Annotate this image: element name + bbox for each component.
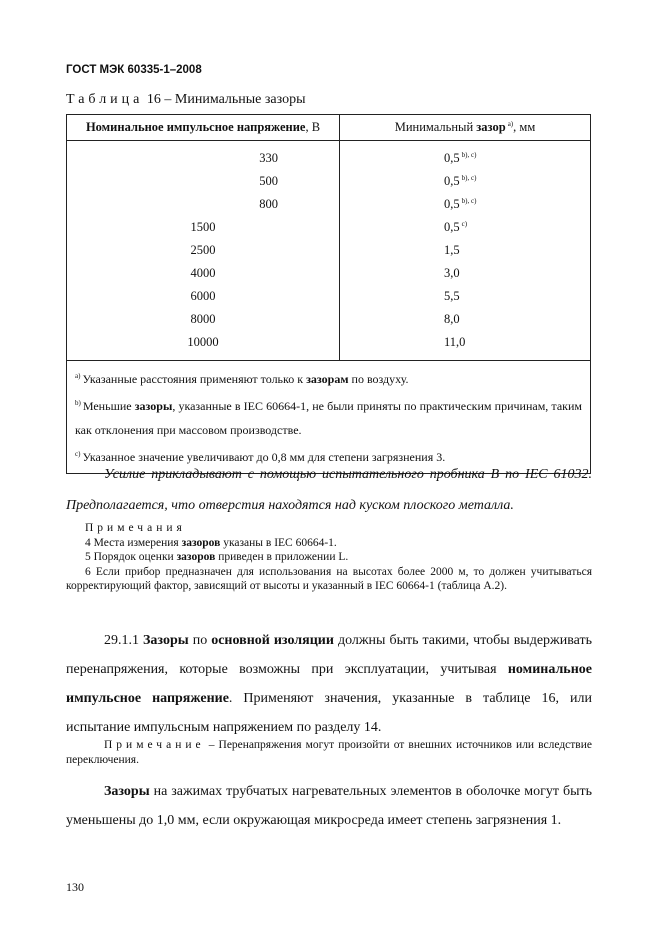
clearance-cell: 5,5 — [340, 285, 591, 308]
table-row — [67, 262, 591, 285]
table-row — [67, 308, 591, 331]
table-caption — [66, 92, 306, 108]
voltage-cell: 10000 — [67, 331, 340, 361]
italic-paragraph: Усилие прикладывают с помощью испытательного пробника B по IEC 61032. Предполагается, что отверстия находятся над куском плоского металла. — [66, 467, 592, 513]
clearance-cell: 0,5 $^{b), c)}$ — [340, 141, 591, 171]
footnote-b: $^{b)}$ Меньшие зазоры, указанные в IEC 60664-1, не были приняты по практическим причинам, таким как отклонения при массовом производстве. — [75, 399, 582, 437]
note-4: 4 Места измерения зазоров указаны в IEC 60664-1. — [85, 536, 337, 549]
voltage-cell: 800 — [67, 193, 340, 216]
voltage-cell: 500 — [67, 170, 340, 193]
clearance-cell: 1,5 — [340, 239, 591, 262]
voltage-cell: 1500 — [67, 216, 340, 239]
clearance-table — [66, 114, 591, 474]
single-note-word: Примечание — [104, 739, 205, 751]
voltage-cell: 330 — [67, 141, 340, 171]
table-row — [67, 193, 591, 216]
page-number: 130 — [66, 880, 84, 894]
footnote-c: $^{c)}$ Указанное значение увеличивают до 0,8 мм для степени загрязнения 3. — [75, 450, 446, 464]
table-caption-title: – Минимальные зазоры — [164, 92, 306, 107]
voltage-cell: 2500 — [67, 239, 340, 262]
last-paragraph: Зазоры на зажимах трубчатых нагревательных элементов в оболочке могут быть уменьшены до 1,0 мм, если окружающая микросреда имеет степень загрязнения 1. — [66, 784, 592, 828]
table-footnotes — [67, 361, 591, 474]
table-footnotes-row — [67, 361, 591, 474]
clearance-cell: 0,5 $^{c)}$ — [340, 216, 591, 239]
column-header-clearance: Минимальный зазор $^{a)}$, мм — [340, 115, 591, 141]
table-caption-number: 16 — [146, 92, 161, 107]
voltage-cell: 8000 — [67, 308, 340, 331]
clearance-cell: 0,5 $^{b), c)}$ — [340, 170, 591, 193]
column-header-voltage: Номинальное импульсное напряжение, В — [67, 115, 340, 141]
clearance-cell: 8,0 — [340, 308, 591, 331]
table-header-row — [67, 115, 591, 141]
document-standard-header: ГОСТ МЭК 60335-1–2008 — [66, 64, 202, 76]
table-caption-word: Таблица — [66, 92, 144, 107]
table-row — [67, 239, 591, 262]
table-row — [67, 331, 591, 361]
clearance-cell: 11,0 — [340, 331, 591, 361]
table-row — [67, 170, 591, 193]
clause-29-1-1: 29.1.1 Зазоры по основной изоляции должны быть такими, чтобы выдерживать перенапряжения, которые возможны при эксплуатации, учитывая номинальное импульсное напряжение. Применяют значения, указанные в таблице 16, или испытание импульсным напряжением по разделу 14. — [66, 633, 592, 735]
voltage-cell: 4000 — [67, 262, 340, 285]
footnote-a: $^{a)}$ Указанные расстояния применяют только к зазорам по воздуху. — [75, 372, 409, 386]
voltage-cell: 6000 — [67, 285, 340, 308]
clearance-cell: 3,0 — [340, 262, 591, 285]
table-row — [67, 285, 591, 308]
note-6: 6 Если прибор предназначен для использования на высотах более 2000 м, то должен учитываться корректирующий фактор, зависящий от высоты и указанный в IEC 60664-1 (таблица A.2). — [66, 565, 592, 592]
table-row — [67, 141, 591, 171]
clearance-cell: 0,5 $^{b), c)}$ — [340, 193, 591, 216]
notes-heading: Примечания — [85, 522, 186, 534]
single-note: Примечание – Перенапряжения могут произойти от внешних источников или вследствие переключения. — [66, 739, 592, 766]
notes-block — [66, 521, 592, 594]
table-row — [67, 216, 591, 239]
note-5: 5 Порядок оценки зазоров приведен в приложении L. — [85, 551, 349, 563]
